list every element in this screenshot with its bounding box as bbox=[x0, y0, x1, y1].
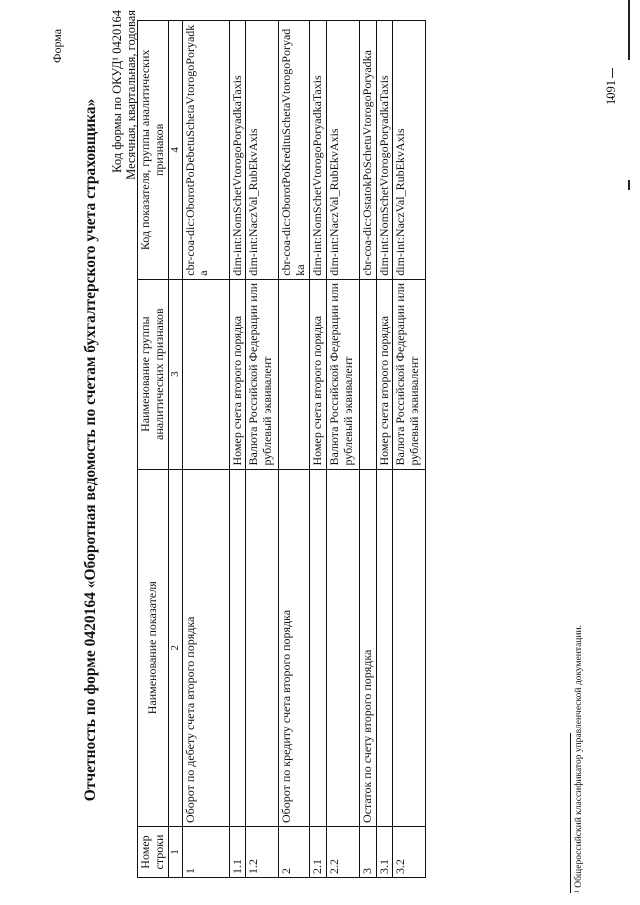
col-number: 2 bbox=[168, 469, 182, 827]
group-name: Номер счета второго порядка bbox=[309, 279, 326, 469]
indicator-code: cbr-coa-dic:OstatokPoSchetuVtorogoPoryadka bbox=[359, 21, 376, 280]
row-number: 3.2 bbox=[393, 827, 426, 878]
indicator-code: dim-int:NaczVal_RubEkvAxis bbox=[246, 21, 279, 280]
table-row bbox=[326, 21, 359, 878]
document-title: Отчетность по форме 0420164 «Оборотная ведомость по счетам бухгалтерского учета страховщика» bbox=[82, 98, 99, 802]
indicator-code: cbr-coa-dic:OborotPoKredituSchetaVtorogoPoryadka bbox=[279, 21, 310, 280]
indicator-name bbox=[376, 469, 393, 827]
table-row bbox=[279, 21, 310, 878]
row-number: 2.2 bbox=[326, 827, 359, 878]
table-row bbox=[309, 21, 326, 878]
group-name: Номер счета второго порядка bbox=[229, 279, 246, 469]
col-header-group: Наименование группы аналитических признаков bbox=[138, 279, 169, 469]
periodicity: Месячная, квартальная, годовая bbox=[124, 10, 138, 180]
indicator-code: cbr-coa-dic:OborotPoDebetuSchetaVtorogoPoryadka bbox=[182, 21, 229, 280]
group-name bbox=[182, 279, 229, 469]
col-header-indicator: Наименование показателя bbox=[138, 469, 169, 827]
form-label: Форма bbox=[50, 28, 64, 63]
col-number: 3 bbox=[168, 279, 182, 469]
group-name: Валюта Российской Федерации или рублевый эквивалент bbox=[393, 279, 426, 469]
indicators-table bbox=[137, 20, 426, 878]
group-name: Валюта Российской Федерации или рублевый эквивалент bbox=[246, 279, 279, 469]
row-number: 1.1 bbox=[229, 827, 246, 878]
row-number: 2.1 bbox=[309, 827, 326, 878]
indicator-name bbox=[229, 469, 246, 827]
indicator-code: dim-int:NaczVal_RubEkvAxis bbox=[326, 21, 359, 280]
group-name: Номер счета второго порядка bbox=[376, 279, 393, 469]
indicator-name: Остаток по счету второго порядка bbox=[359, 469, 376, 827]
table-row bbox=[182, 21, 229, 878]
row-number: 1.2 bbox=[246, 827, 279, 878]
indicator-name bbox=[326, 469, 359, 827]
indicator-code: dim-int:NomSchetVtorogoPoryadkaTaxis bbox=[229, 21, 246, 280]
row-number: 2 bbox=[279, 827, 310, 878]
col-header-row-number: Номер строки bbox=[138, 827, 169, 878]
group-name bbox=[359, 279, 376, 469]
table-row bbox=[359, 21, 376, 878]
table-row bbox=[229, 21, 246, 878]
row-number: 3 bbox=[359, 827, 376, 878]
group-name: Валюта Российской Федерации или рублевый эквивалент bbox=[326, 279, 359, 469]
table-row bbox=[376, 21, 393, 878]
footnote-divider bbox=[570, 733, 571, 893]
row-number: 3.1 bbox=[376, 827, 393, 878]
table-row bbox=[246, 21, 279, 878]
group-name bbox=[279, 279, 310, 469]
col-header-code: Код показателя, группы аналитических признаков bbox=[138, 21, 169, 280]
indicator-code: dim-int:NomSchetVtorogoPoryadkaTaxis bbox=[376, 21, 393, 280]
col-number: 4 bbox=[168, 21, 182, 280]
indicator-name bbox=[246, 469, 279, 827]
indicator-name: Оборот по кредиту счета второго порядка bbox=[279, 469, 310, 827]
row-number: 1 bbox=[182, 827, 229, 878]
indicator-name bbox=[393, 469, 426, 827]
indicator-name: Оборот по дебету счета второго порядка bbox=[182, 469, 229, 827]
indicator-code: dim-int:NomSchetVtorogoPoryadkaTaxis bbox=[309, 21, 326, 280]
table-row bbox=[393, 21, 426, 878]
col-number: 1 bbox=[168, 827, 182, 878]
indicator-code: dim-int:NaczVal_RubEkvAxis bbox=[393, 21, 426, 280]
footnote: ¹ Общероссийский классификатор управленческой документации. bbox=[574, 625, 584, 893]
okud-code: Код формы по ОКУД¹ 0420164 bbox=[110, 10, 124, 173]
indicator-name bbox=[309, 469, 326, 827]
page-number: 1091 bbox=[604, 80, 618, 105]
